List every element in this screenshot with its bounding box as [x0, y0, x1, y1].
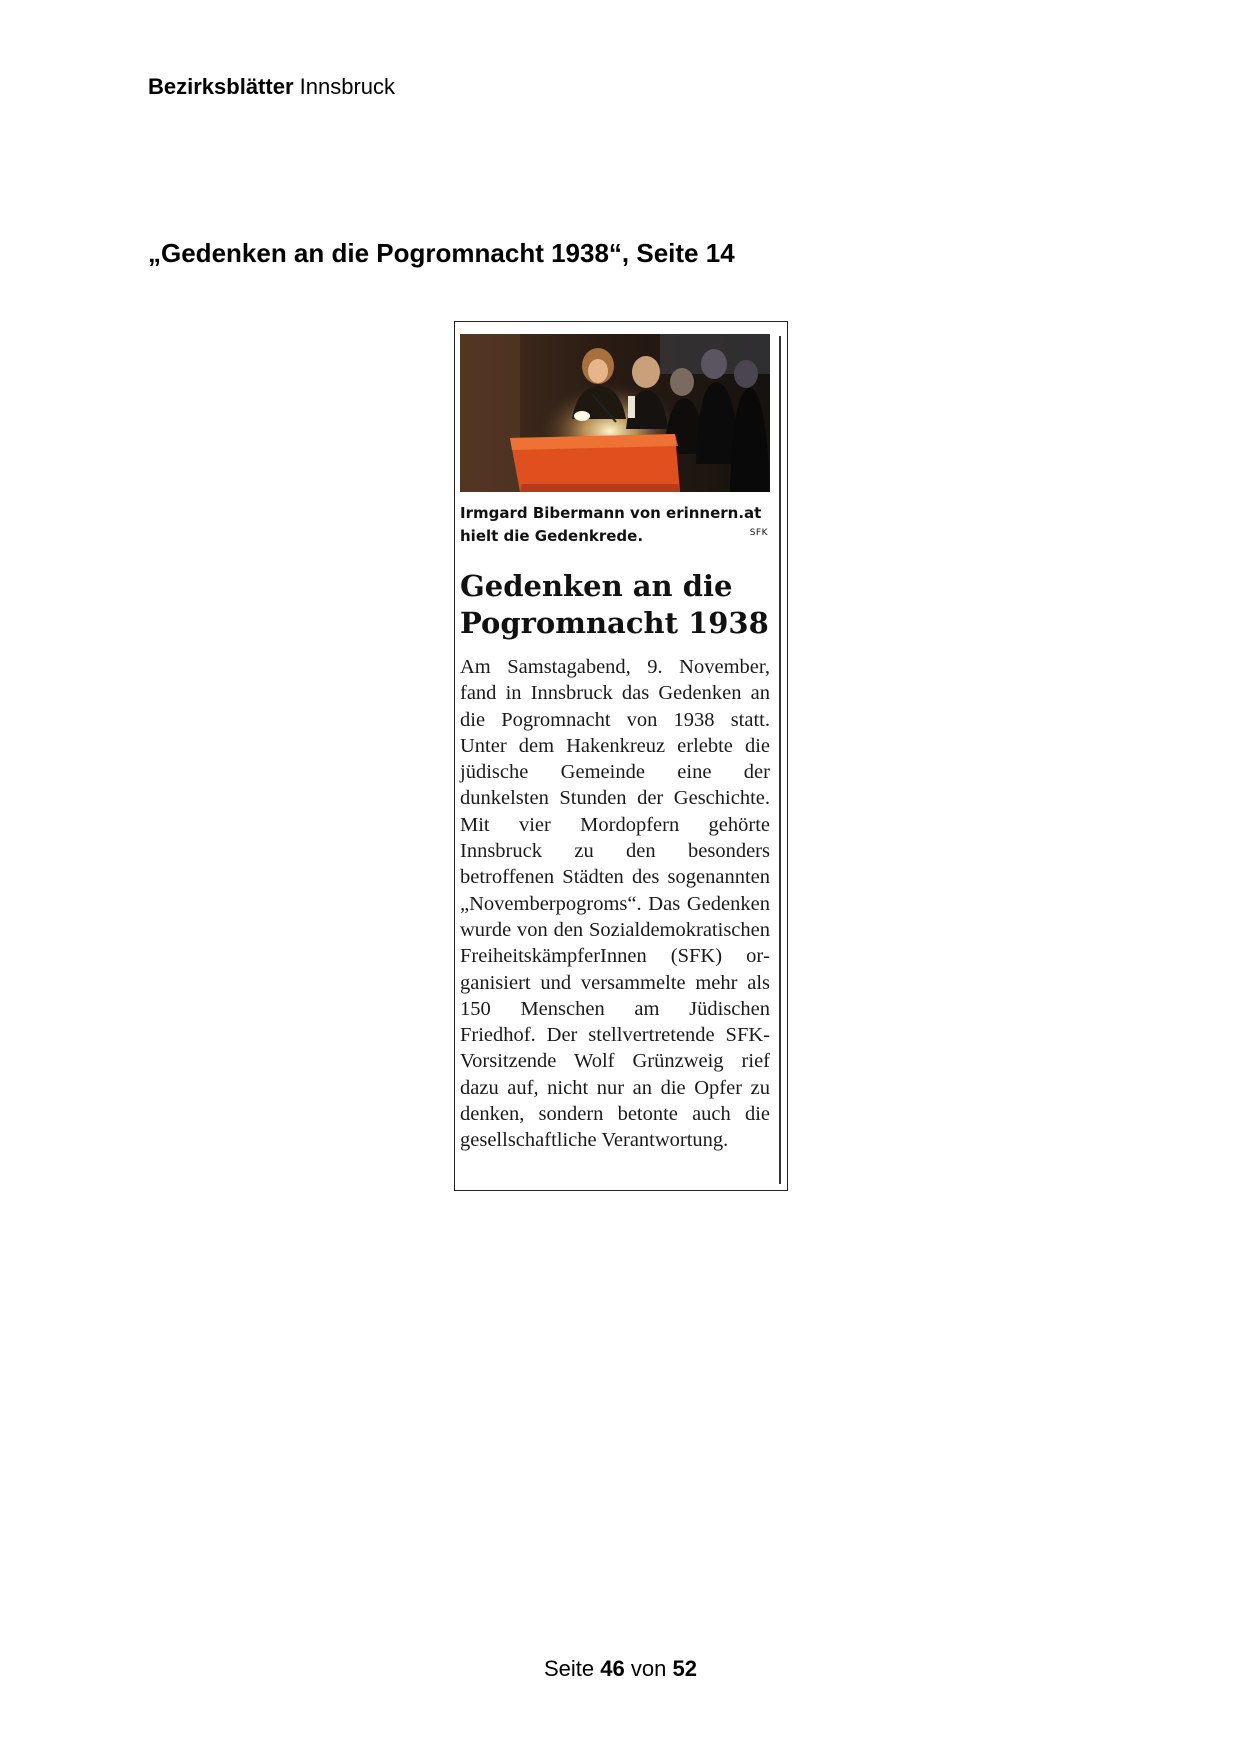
article-photo: [460, 334, 770, 492]
current-page: 46: [600, 1656, 625, 1681]
page-label: Seite: [544, 1656, 595, 1681]
page-header: [148, 74, 395, 100]
caption-text: Irmgard Bibermann von erinnern.at hielt die Gedenkrede.: [460, 504, 762, 545]
newspaper-clipping: [454, 321, 788, 1191]
column-rule: [779, 336, 781, 1184]
photo-credit: SFK: [749, 528, 768, 538]
clipping-content: [460, 334, 770, 1154]
article-headline: Gedenken an die Pogromnacht 1938: [460, 569, 769, 640]
article-body: Am Samstagabend, 9. November, fand in Innsbruck das Gedenken an die Pogromnacht von 1938 statt. Unter dem Hakenkreuz erlebte die jüdische Gemeinde eine der dunkelsten Stunden der Geschichte. Mit vier Mordopfern gehörte Innsbruck zu den besonders betroffenen Städten des sogenannten „Novemberpogroms“. Das Gedenken wurde von den Sozialdemokratischen FreiheitskämpferInnen (SFK) organisiert und versammelte mehr als 150 Menschen am Jüdischen Friedhof. Der stellvertretende SFK-Vorsitzende Wolf Grünzweig rief dazu auf, nicht nur an die Opfer zu denken, sondern betonte auch die gesellschaftliche Verantwortung.: [460, 656, 770, 1152]
publication-name: Bezirksblätter: [148, 74, 294, 99]
total-pages: 52: [672, 1656, 697, 1681]
clipping-title: „Gedenken an die Pogromnacht 1938“, Seite 14: [148, 238, 735, 268]
page-separator: von: [630, 1656, 667, 1681]
region-name: Innsbruck: [299, 74, 396, 99]
photo-caption: [460, 502, 770, 548]
page-footer: [0, 1656, 1241, 1682]
